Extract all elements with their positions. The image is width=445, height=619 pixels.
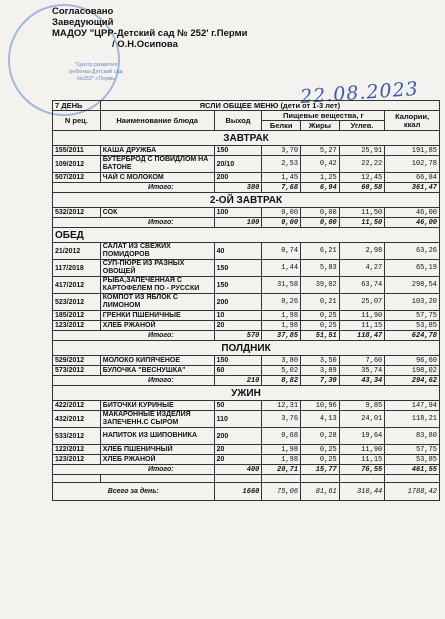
fat-value: 3,89: [301, 366, 340, 376]
table-row: [53, 208, 440, 218]
total-calories: 46,00: [385, 218, 440, 228]
table-row: [53, 356, 440, 366]
protein-value: 0,68: [262, 428, 301, 445]
total-fat: 0,00: [301, 218, 340, 228]
calories-value: 96,60: [385, 356, 440, 366]
stamp-text: "Центр развития ребенка-Детский сад №252" г.Пермь: [69, 62, 123, 82]
calories-value: 53,85: [385, 321, 440, 331]
dish-name: МОЛОКО КИПЯЧЕНОЕ: [100, 356, 214, 366]
fat-value: 5,83: [301, 260, 340, 277]
carbs-value: 11,15: [339, 321, 385, 331]
grand-total-output: 1660: [214, 483, 262, 501]
fat-value: 6,21: [301, 243, 340, 260]
dish-name: БИТОЧКИ КУРИНЫЕ: [100, 401, 214, 411]
menu-table: [52, 100, 440, 501]
dish-name: ГРЕНКИ ПШЕНИЧНЫЕ: [100, 311, 214, 321]
total-output: 380: [214, 183, 262, 193]
total-label: Итого:: [53, 183, 215, 193]
col-nutrients: Пищевые вещества, г: [262, 111, 385, 121]
day-label: 7 ДЕНЬ: [53, 101, 101, 111]
dish-output: 50: [214, 401, 262, 411]
carbs-value: 22,22: [339, 156, 385, 173]
section-total-row: [53, 183, 440, 193]
calories-value: 65,19: [385, 260, 440, 277]
dish-output: 150: [214, 277, 262, 294]
protein-value: 3,70: [262, 146, 301, 156]
total-protein: 7,68: [262, 183, 301, 193]
section-title: ПОЛДНИК: [53, 341, 440, 356]
calories-value: 66,84: [385, 173, 440, 183]
recipe-number: 123/2012: [53, 321, 101, 331]
fat-value: 0,28: [301, 428, 340, 445]
calories-value: 102,78: [385, 156, 440, 173]
dish-output: 110: [214, 411, 262, 428]
recipe-number: 21/2012: [53, 243, 101, 260]
dish-name: САЛАТ ИЗ СВЕЖИХ ПОМИДОРОВ: [100, 243, 214, 260]
dish-name: СОК: [100, 208, 214, 218]
fat-value: 10,96: [301, 401, 340, 411]
dish-name: СУП-ПЮРЕ ИЗ РАЗНЫХ ОВОЩЕЙ: [100, 260, 214, 277]
dish-name: ХЛЕБ РЖАНОЙ: [100, 455, 214, 465]
total-output: 210: [214, 376, 262, 386]
calories-value: 46,00: [385, 208, 440, 218]
recipe-number: 532/2012: [53, 208, 101, 218]
col-protein: Белки: [262, 121, 301, 131]
dish-name: ХЛЕБ ПШЕНИЧНЫЙ: [100, 445, 214, 455]
total-label: Итого:: [53, 465, 215, 475]
total-fat: 6,94: [301, 183, 340, 193]
recipe-number: 122/2012: [53, 445, 101, 455]
protein-value: 1,98: [262, 321, 301, 331]
protein-value: 0,74: [262, 243, 301, 260]
total-output: 400: [214, 465, 262, 475]
table-row: [53, 321, 440, 331]
recipe-number: 523/2012: [53, 294, 101, 311]
dish-output: 20/10: [214, 156, 262, 173]
total-carbs: 76,55: [339, 465, 385, 475]
dish-output: 200: [214, 173, 262, 183]
protein-value: 0,26: [262, 294, 301, 311]
section-header: [53, 386, 440, 401]
total-protein: 37,85: [262, 331, 301, 341]
total-carbs: 118,47: [339, 331, 385, 341]
protein-value: 12,31: [262, 401, 301, 411]
dish-output: 20: [214, 321, 262, 331]
menu-title: ЯСЛИ ОБЩЕЕ МЕНЮ (дети от 1-3 лет): [100, 101, 439, 111]
protein-value: 1,98: [262, 311, 301, 321]
calories-value: 147,94: [385, 401, 440, 411]
section-header: [53, 341, 440, 356]
fat-value: 0,25: [301, 445, 340, 455]
total-fat: 51,51: [301, 331, 340, 341]
total-fat: 7,39: [301, 376, 340, 386]
carbs-value: 35,74: [339, 366, 385, 376]
dish-output: 10: [214, 311, 262, 321]
recipe-number: 117/2018: [53, 260, 101, 277]
section-header: [53, 131, 440, 146]
section-total-row: [53, 465, 440, 475]
dish-name: КАША ДРУЖБА: [100, 146, 214, 156]
approval-block: [52, 6, 382, 50]
spacer-cell: [385, 475, 440, 483]
table-row: [53, 428, 440, 445]
menu-body: [53, 131, 440, 501]
table-row: [53, 243, 440, 260]
dish-output: 40: [214, 243, 262, 260]
dish-name: БУТЕРБРОД С ПОВИДЛОМ НА БАТОНЕ: [100, 156, 214, 173]
table-row: [53, 146, 440, 156]
carbs-value: 11,90: [339, 311, 385, 321]
carbs-value: 25,91: [339, 146, 385, 156]
recipe-number: 507/2012: [53, 173, 101, 183]
total-calories: 461,55: [385, 465, 440, 475]
protein-value: 1,44: [262, 260, 301, 277]
section-title: 2-ОЙ ЗАВТРАК: [53, 193, 440, 208]
protein-value: 31,58: [262, 277, 301, 294]
section-total-row: [53, 331, 440, 341]
carbs-value: 12,45: [339, 173, 385, 183]
table-row: [53, 156, 440, 173]
section-header: [53, 193, 440, 208]
fat-value: 5,27: [301, 146, 340, 156]
fat-value: 0,25: [301, 455, 340, 465]
spacer-cell: [214, 475, 262, 483]
fat-value: 0,00: [301, 208, 340, 218]
dish-output: 20: [214, 455, 262, 465]
total-carbs: 11,50: [339, 218, 385, 228]
table-row: [53, 455, 440, 465]
calories-value: 63,26: [385, 243, 440, 260]
carbs-value: 11,50: [339, 208, 385, 218]
total-output: 100: [214, 218, 262, 228]
calories-value: 103,20: [385, 294, 440, 311]
calories-value: 57,75: [385, 445, 440, 455]
protein-value: 1,45: [262, 173, 301, 183]
table-row: [53, 260, 440, 277]
total-carbs: 60,58: [339, 183, 385, 193]
dish-name: РЫБА,ЗАПЕЧЕННАЯ С КАРТОФЕЛЕМ ПО - РУССКИ: [100, 277, 214, 294]
col-output: Выход: [214, 111, 262, 131]
approval-line: Заведующий: [52, 17, 114, 28]
carbs-value: 4,27: [339, 260, 385, 277]
calories-value: 83,80: [385, 428, 440, 445]
dish-name: НАПИТОК ИЗ ШИПОВНИКА: [100, 428, 214, 445]
section-total-row: [53, 376, 440, 386]
carbs-value: 7,60: [339, 356, 385, 366]
total-protein: 0,00: [262, 218, 301, 228]
dish-name: ХЛЕБ РЖАНОЙ: [100, 321, 214, 331]
total-label: Итого:: [53, 376, 215, 386]
section-title: ОБЕД: [53, 228, 440, 243]
grand-total-fat: 81,61: [301, 483, 340, 501]
approval-signature: / О.Н.Осипова: [112, 39, 178, 50]
protein-value: 2,53: [262, 156, 301, 173]
grand-total-protein: 75,06: [262, 483, 301, 501]
col-recipe: N рец.: [53, 111, 101, 131]
fat-value: 39,02: [301, 277, 340, 294]
protein-value: 3,80: [262, 356, 301, 366]
col-calories: Калории, ккал: [385, 111, 440, 131]
dish-output: 200: [214, 428, 262, 445]
carbs-value: 11,90: [339, 445, 385, 455]
dish-output: 100: [214, 208, 262, 218]
recipe-number: 185/2012: [53, 311, 101, 321]
carbs-value: 9,85: [339, 401, 385, 411]
table-row: [53, 173, 440, 183]
recipe-number: 109/2012: [53, 156, 101, 173]
dish-output: 150: [214, 356, 262, 366]
carbs-value: 25,07: [339, 294, 385, 311]
approval-line: МАДОУ "ЦРР-Детский сад № 252' г.Перми: [52, 28, 248, 39]
protein-value: 0,00: [262, 208, 301, 218]
col-carbs: Углев.: [339, 121, 385, 131]
table-row: [53, 311, 440, 321]
calories-value: 57,75: [385, 311, 440, 321]
recipe-number: 432/2012: [53, 411, 101, 428]
dish-output: 60: [214, 366, 262, 376]
table-row: [53, 366, 440, 376]
calories-value: 53,85: [385, 455, 440, 465]
carbs-value: 11,15: [339, 455, 385, 465]
total-fat: 15,77: [301, 465, 340, 475]
spacer-cell: [301, 475, 340, 483]
fat-value: 0,21: [301, 294, 340, 311]
grand-total-label: Всего за день:: [53, 483, 215, 501]
spacer-cell: [339, 475, 385, 483]
recipe-number: 533/2012: [53, 428, 101, 445]
recipe-number: 155/2011: [53, 146, 101, 156]
protein-value: 5,02: [262, 366, 301, 376]
col-fat: Жиры: [301, 121, 340, 131]
total-output: 570: [214, 331, 262, 341]
dish-output: 150: [214, 146, 262, 156]
total-carbs: 43,34: [339, 376, 385, 386]
spacer-row: [53, 475, 440, 483]
carbs-value: 24,01: [339, 411, 385, 428]
grand-total-carbs: 310,44: [339, 483, 385, 501]
recipe-number: 422/2012: [53, 401, 101, 411]
total-calories: 361,47: [385, 183, 440, 193]
calories-value: 298,54: [385, 277, 440, 294]
section-title: ЗАВТРАК: [53, 131, 440, 146]
fat-value: 0,25: [301, 311, 340, 321]
table-row: [53, 411, 440, 428]
grand-total-row: [53, 483, 440, 501]
carbs-value: 19,64: [339, 428, 385, 445]
dish-output: 150: [214, 260, 262, 277]
fat-value: 0,42: [301, 156, 340, 173]
handwritten-date: 22.08.2023: [299, 77, 420, 109]
grand-total-calories: 1788,42: [385, 483, 440, 501]
spacer-cell: [262, 475, 301, 483]
section-header: [53, 228, 440, 243]
fat-value: 3,50: [301, 356, 340, 366]
table-row: [53, 294, 440, 311]
table-row: [53, 401, 440, 411]
approval-line: Согласовано: [52, 6, 114, 17]
dish-name: МАКАРОННЫЕ ИЗДЕЛИЯ ЗАПЕЧЕНН.С СЫРОМ: [100, 411, 214, 428]
recipe-number: 417/2012: [53, 277, 101, 294]
calories-value: 198,02: [385, 366, 440, 376]
total-calories: 294,62: [385, 376, 440, 386]
recipe-number: 529/2012: [53, 356, 101, 366]
spacer-cell: [53, 475, 101, 483]
table-row: [53, 277, 440, 294]
fat-value: 4,13: [301, 411, 340, 428]
total-protein: 20,71: [262, 465, 301, 475]
carbs-value: 2,98: [339, 243, 385, 260]
dish-output: 20: [214, 445, 262, 455]
dish-name: ЧАЙ С МОЛОКОМ: [100, 173, 214, 183]
dish-output: 200: [214, 294, 262, 311]
table-row: [53, 445, 440, 455]
spacer-cell: [100, 475, 214, 483]
calories-value: 191,85: [385, 146, 440, 156]
protein-value: 1,98: [262, 445, 301, 455]
dish-name: КОМПОТ ИЗ ЯБЛОК С ЛИМОНОМ: [100, 294, 214, 311]
recipe-number: 123/2012: [53, 455, 101, 465]
total-protein: 8,82: [262, 376, 301, 386]
carbs-value: 63,74: [339, 277, 385, 294]
fat-value: 1,25: [301, 173, 340, 183]
col-name: Наименование блюда: [100, 111, 214, 131]
section-total-row: [53, 218, 440, 228]
dish-name: БУЛОЧКА "ВЕСНУШКА": [100, 366, 214, 376]
protein-value: 3,76: [262, 411, 301, 428]
total-calories: 624,78: [385, 331, 440, 341]
section-title: УЖИН: [53, 386, 440, 401]
calories-value: 118,21: [385, 411, 440, 428]
fat-value: 0,25: [301, 321, 340, 331]
total-label: Итого:: [53, 218, 215, 228]
total-label: Итого:: [53, 331, 215, 341]
recipe-number: 573/2012: [53, 366, 101, 376]
protein-value: 1,98: [262, 455, 301, 465]
